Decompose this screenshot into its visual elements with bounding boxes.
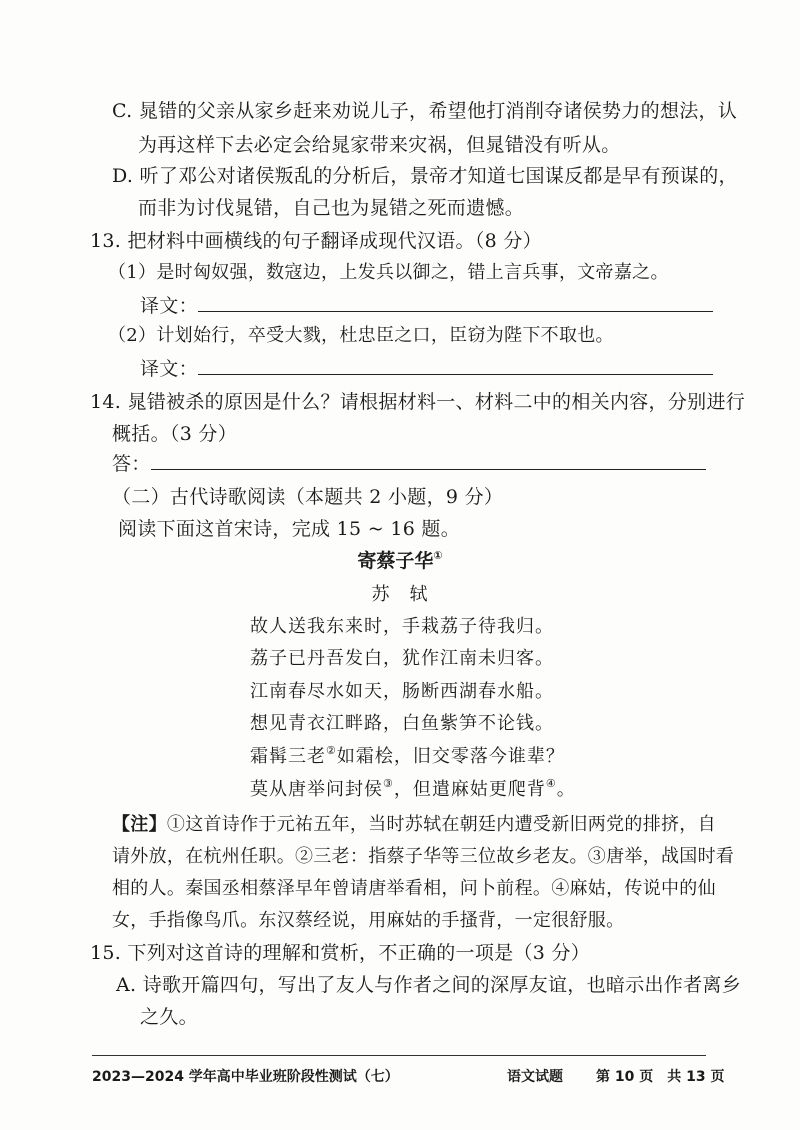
poem-line-6: 莫从唐举问封侯③，但遣麻姑更爬背④。	[250, 777, 576, 800]
poem-author: 苏 轼	[371, 584, 429, 605]
footer-page-number: 第 10 页 共 13 页	[596, 1069, 725, 1085]
poem-line-5: 霜髯三老②如霜桧，旧交零落今谁辈？	[250, 744, 565, 767]
q13-answer-2[interactable]	[140, 356, 713, 382]
footnote-mark: ②	[326, 744, 337, 757]
section-instruction: 阅读下面这首宋诗，完成 15 ~ 16 题。	[118, 518, 461, 540]
option-d-line2: 而非为讨伐晁错，自己也为晁错之死而遗憾。	[138, 197, 525, 219]
translation-label: 译文：	[140, 358, 198, 380]
poem-line-2: 荔子已丹吾发白，犹作江南未归客。	[250, 648, 554, 669]
note-line-4: 女，手指像鸟爪。东汉蔡经说，用麻姑的手搔背，一定很舒服。	[112, 910, 625, 931]
option-c-line2: 为再这样下去必定会给晁家带来灾祸，但晁错没有听从。	[138, 134, 621, 156]
answer-blank[interactable]	[151, 451, 706, 470]
q14-answer[interactable]	[112, 451, 706, 477]
answer-blank[interactable]	[198, 356, 713, 375]
footnote-mark: ①	[433, 549, 443, 562]
q15-stem: 15. 下列对这首诗的理解和赏析，不正确的一项是（3 分）	[90, 942, 591, 964]
option-a-line1: A. 诗歌开篇四句，写出了友人与作者之间的深厚友谊，也暗示出作者离乡	[116, 974, 742, 996]
answer-label: 答：	[112, 453, 151, 475]
footer-subject: 语文试题	[507, 1069, 563, 1085]
note-line-1: 【注】①这首诗作于元祐五年，当时苏轼在朝廷内遭受新旧两党的排挤，自	[112, 814, 716, 835]
q13-stem: 13. 把材料中画横线的句子翻译成现代汉语。（8 分）	[90, 230, 542, 252]
poem-title: 寄蔡子华①	[357, 549, 443, 572]
poem-line-1: 故人送我东来时，手栽荔子待我归。	[250, 616, 554, 637]
q13-sentence-1: （1）是时匈奴强，数寇边，上发兵以御之，错上言兵事，文帝嘉之。	[108, 262, 669, 283]
footer-exam-title: 2023—2024 学年高中毕业班阶段性测试（七）	[92, 1069, 399, 1085]
note-label: 【注】	[112, 814, 167, 835]
footnote-mark: ③	[383, 777, 394, 790]
note-line-3: 相的人。秦国丞相蔡泽早年曾请唐举看相，问卜前程。④麻姑，传说中的仙	[112, 878, 716, 899]
translation-label: 译文：	[140, 295, 198, 317]
answer-blank[interactable]	[198, 293, 713, 312]
note-line-2: 请外放，在杭州任职。②三老：指蔡子华等三位故乡老友。③唐举，战国时看	[112, 846, 735, 867]
option-d-line1: D. 听了邓公对诸侯叛乱的分析后，景帝才知道七国谋反都是早有预谋的，	[112, 165, 738, 187]
q14-stem-line1: 14. 晁错被杀的原因是什么？请根据材料一、材料二中的相关内容，分别进行	[90, 391, 746, 413]
option-a-line2: 之久。	[140, 1006, 198, 1028]
poem-line-3: 江南春尽水如天，肠断西湖春水船。	[250, 681, 554, 702]
footer-divider	[92, 1055, 706, 1056]
footnote-mark: ④	[545, 777, 557, 790]
q14-stem-line2: 概括。（3 分）	[112, 423, 238, 445]
q13-sentence-2: （2）计划始行，卒受大戮，杜忠臣之口，臣窃为陛下不取也。	[108, 325, 614, 346]
option-c-line1: C. 晁错的父亲从家乡赶来劝说儿子，希望他打消削夺诸侯势力的想法，认	[112, 100, 738, 122]
section-heading: （二）古代诗歌阅读（本题共 2 小题，9 分）	[112, 486, 504, 508]
poem-line-4: 想见青衣江畔路，白鱼紫笋不论钱。	[250, 713, 554, 734]
q13-answer-1[interactable]	[140, 293, 713, 319]
